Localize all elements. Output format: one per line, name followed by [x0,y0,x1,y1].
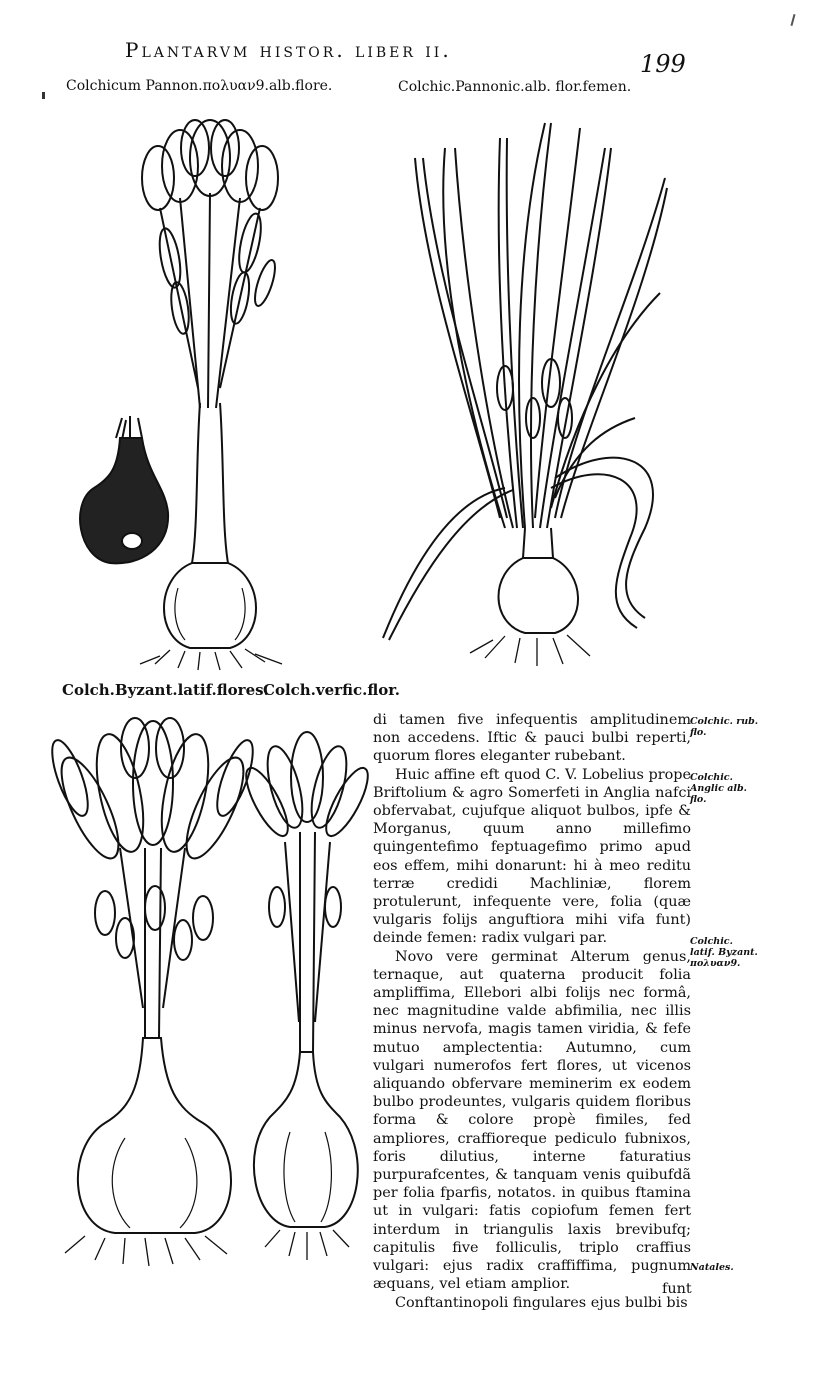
caption-bottom-left: Colch.Byzant.latif.flores. [62,681,269,699]
body-text [373,711,691,1312]
ink-speck [790,14,795,26]
caption-top-right: Colchic.Pannonic.alb. flor.femen. [398,79,632,95]
woodcut-colchicum-versic-flowers [245,722,370,1267]
running-head: Plantarvm histor. liber ii. [125,38,452,62]
paragraph: Huic affine eft quod C. V. Lobelius prope Briftolium & agro Somerfeti in Anglia nafci obfervabat, cujufque aliquot bulbos, ipfe & Morganus, quum anno millefimo quingentefimo feptuagefimo primo apud eos effem, mihi donarunt: hi à meo reditu terræ credidi Machliniæ, florem protulerunt, infequente vere, folia (quæ vulgaris folijs anguftiora mihi vifa funt) deinde femen: radix vulgari par. [373,766,691,947]
catchword: funt [662,1281,692,1297]
paragraph: Conftantinopoli fingulares ejus bulbi bis [395,1294,688,1311]
ink-speck [42,92,45,99]
paragraph: di tamen five infequentis amplitudinem non accedens. Iftic & pauci bulbi reperti, quorum flores eleganter rubebant. [373,712,691,765]
woodcut-colchicum-byzant-flowers [45,708,260,1270]
marginal-note: Natales. [690,1262,734,1273]
marginal-note: Colchic. rub. flo. [690,716,759,738]
paragraph: Novo vere germinat Alterum genus, ternaque, aut quaterna producit folia ampliffima, Ellebori albi folijs nec formâ, nec magnitudine valde abfimilia, nec illis minus nervofa, magis tamen viridia, & fefe mutuo amplectentia: Autumno, cum vulgari numerofos fert flores, ut vicenos aliquando obfervare meminerim ex eodem bulbo prodeuntes, vulgaris quidem floribus forma & colore propè fimiles, fed ampliores, craffioreque pediculo fubnixos, foris dilutius, interne faturatius purpurafcentes, & tanquam venis quibufdã per folia fparfis, notatos. in quibus ftamina ut in vulgari: fatis copiofum femen fert interdum in triangulis laxis brevibufq; capitulis five folliculis, triplo craffius vulgari: ejus radix craffiffima, pugnum æquans, vel etiam amplior. [373,948,691,1293]
woodcut-colchicum-pannon-flowers [60,108,300,673]
marginal-note: Colchic. Anglic alb. flo. [690,772,747,805]
caption-bottom-mid: Colch.verfic.flor. [263,681,400,699]
page-number: 199 [640,50,686,78]
woodcut-colchicum-pannonic-seed [375,118,675,673]
marginal-note: Colchic. latif. Byzant. πολυαν9. [690,936,758,969]
caption-top-left: Colchicum Pannon.πολυαν9.alb.flore. [66,78,333,94]
